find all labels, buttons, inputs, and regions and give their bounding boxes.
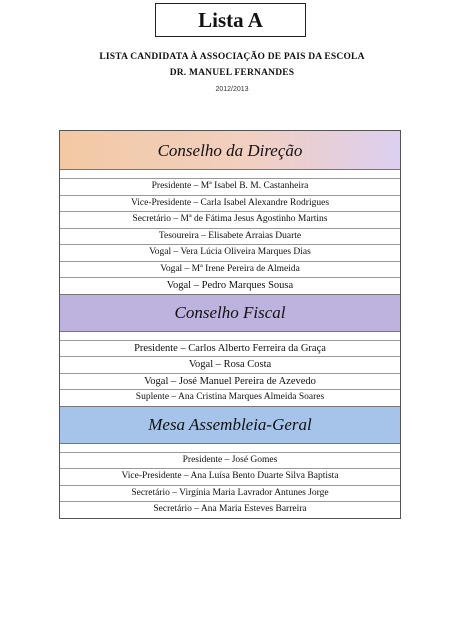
list-title: Lista A <box>155 3 306 37</box>
table-row: Vogal – Mª Irene Pereira de Almeida <box>60 262 400 279</box>
table-row: Presidente – José Gomes <box>60 453 400 470</box>
table-spacer <box>60 170 400 179</box>
table-row: Vice-Presidente – Ana Luísa Bento Duarte Silva Baptista <box>60 469 400 486</box>
school-year: 2012/2013 <box>215 86 249 93</box>
table-row: Tesoureira – Elisabete Arraias Duarte <box>60 229 400 246</box>
table-row: Vogal – Pedro Marques Sousa <box>60 278 400 295</box>
table-row: Secretário – Mª de Fátima Jesus Agostinho Martins <box>60 212 400 229</box>
list-subtitle-line1: LISTA CANDIDATA À ASSOCIAÇÃO DE PAIS DA ESCOLA <box>99 52 365 62</box>
section-title-mesa-assembleia: Mesa Assembleia-Geral <box>60 407 400 444</box>
list-subtitle-line2: DR. MANUEL FERNANDES <box>169 68 295 78</box>
table-row: Vogal – Rosa Costa <box>60 357 400 374</box>
section-title-conselho-direcao: Conselho da Direção <box>60 131 400 170</box>
table-row: Vogal – Vera Lúcia Oliveira Marques Dias <box>60 245 400 262</box>
table-spacer <box>60 332 400 341</box>
table-spacer <box>60 444 400 453</box>
table-row: Secretário – Ana Maria Esteves Barreira <box>153 504 307 514</box>
table-row: Vice-Presidente – Carla Isabel Alexandre Rodrigues <box>60 196 400 213</box>
table-row: Vogal – José Manuel Pereira de Azevedo <box>60 374 400 391</box>
candidates-table <box>59 130 401 519</box>
table-row: Secretário – Virgínia Maria Lavrador Antunes Jorge <box>60 486 400 503</box>
table-row: Presidente – Carlos Alberto Ferreira da Graça <box>60 341 400 358</box>
section-title-conselho-fiscal: Conselho Fiscal <box>60 295 400 332</box>
table-row: Suplente – Ana Cristina Marques Almeida Soares <box>60 390 400 407</box>
table-row: Presidente – Mª Isabel B. M. Castanheira <box>60 179 400 196</box>
